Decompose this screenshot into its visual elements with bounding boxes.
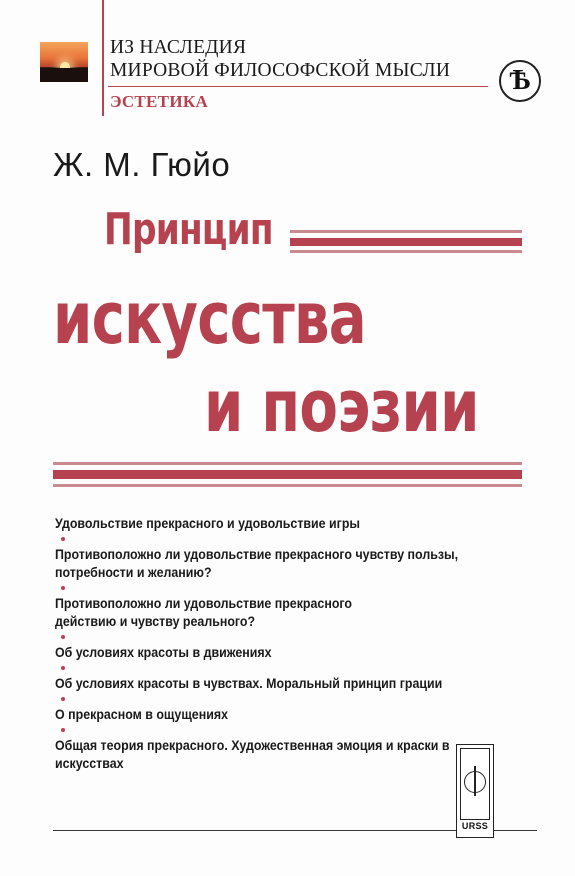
publisher-logo-icon — [499, 60, 541, 102]
contents-item: Противоположно ли удовольствие прекрасного действию и чувству реального? — [55, 596, 353, 629]
contents-item: О прекрасном в ощущениях — [55, 707, 228, 722]
bullet-dot-icon — [61, 586, 65, 590]
imprint-label: URSS — [461, 821, 489, 831]
author-name: Ж. М. Гюйо — [53, 146, 231, 183]
bullet-dot-icon — [61, 666, 65, 670]
contents-list — [55, 515, 535, 773]
bullet-dot-icon — [61, 635, 65, 639]
book-title-line-3: и поэзии — [204, 364, 479, 448]
series-title-line-2: МИРОВОЙ ФИЛОСОФСКОЙ МЫСЛИ — [110, 60, 451, 81]
contents-item: Противоположно ли удовольствие прекрасного чувству пользы, потребности и желанию? — [55, 547, 459, 580]
series-sunset-image — [40, 42, 88, 82]
series-divider-vertical — [102, 0, 104, 116]
title-rule-thick — [290, 238, 522, 246]
section-rule-thin-bottom — [53, 484, 522, 487]
book-title-line-1: Принцип — [104, 204, 273, 255]
section-rule-thin-top — [53, 462, 522, 465]
contents-item: Общая теория прекрасного. Художественная эмоция и краски в искусствах — [55, 738, 450, 771]
globe-emblem-icon — [464, 771, 486, 793]
section-rule-thick — [53, 470, 522, 479]
series-title-line-1: ИЗ НАСЛЕДИЯ — [110, 37, 247, 58]
bullet-dot-icon — [61, 537, 65, 541]
bullet-dot-icon — [61, 697, 65, 701]
book-title-line-2: искусства — [53, 276, 366, 360]
bullet-dot-icon — [61, 728, 65, 732]
publisher-logo-glyph: Ѣ — [509, 65, 531, 96]
title-rule-thin-bottom — [290, 250, 522, 253]
subseries-label: ЭСТЕТИКА — [110, 92, 209, 111]
series-divider-horizontal — [108, 86, 488, 87]
urss-imprint-logo — [456, 744, 494, 838]
contents-item: Удовольствие прекрасного и удовольствие игры — [55, 516, 361, 531]
contents-item: Об условиях красоты в чувствах. Моральный принцип грации — [55, 676, 443, 691]
contents-item: Об условиях красоты в движениях — [55, 645, 272, 660]
title-rule-thin-top — [290, 230, 522, 233]
